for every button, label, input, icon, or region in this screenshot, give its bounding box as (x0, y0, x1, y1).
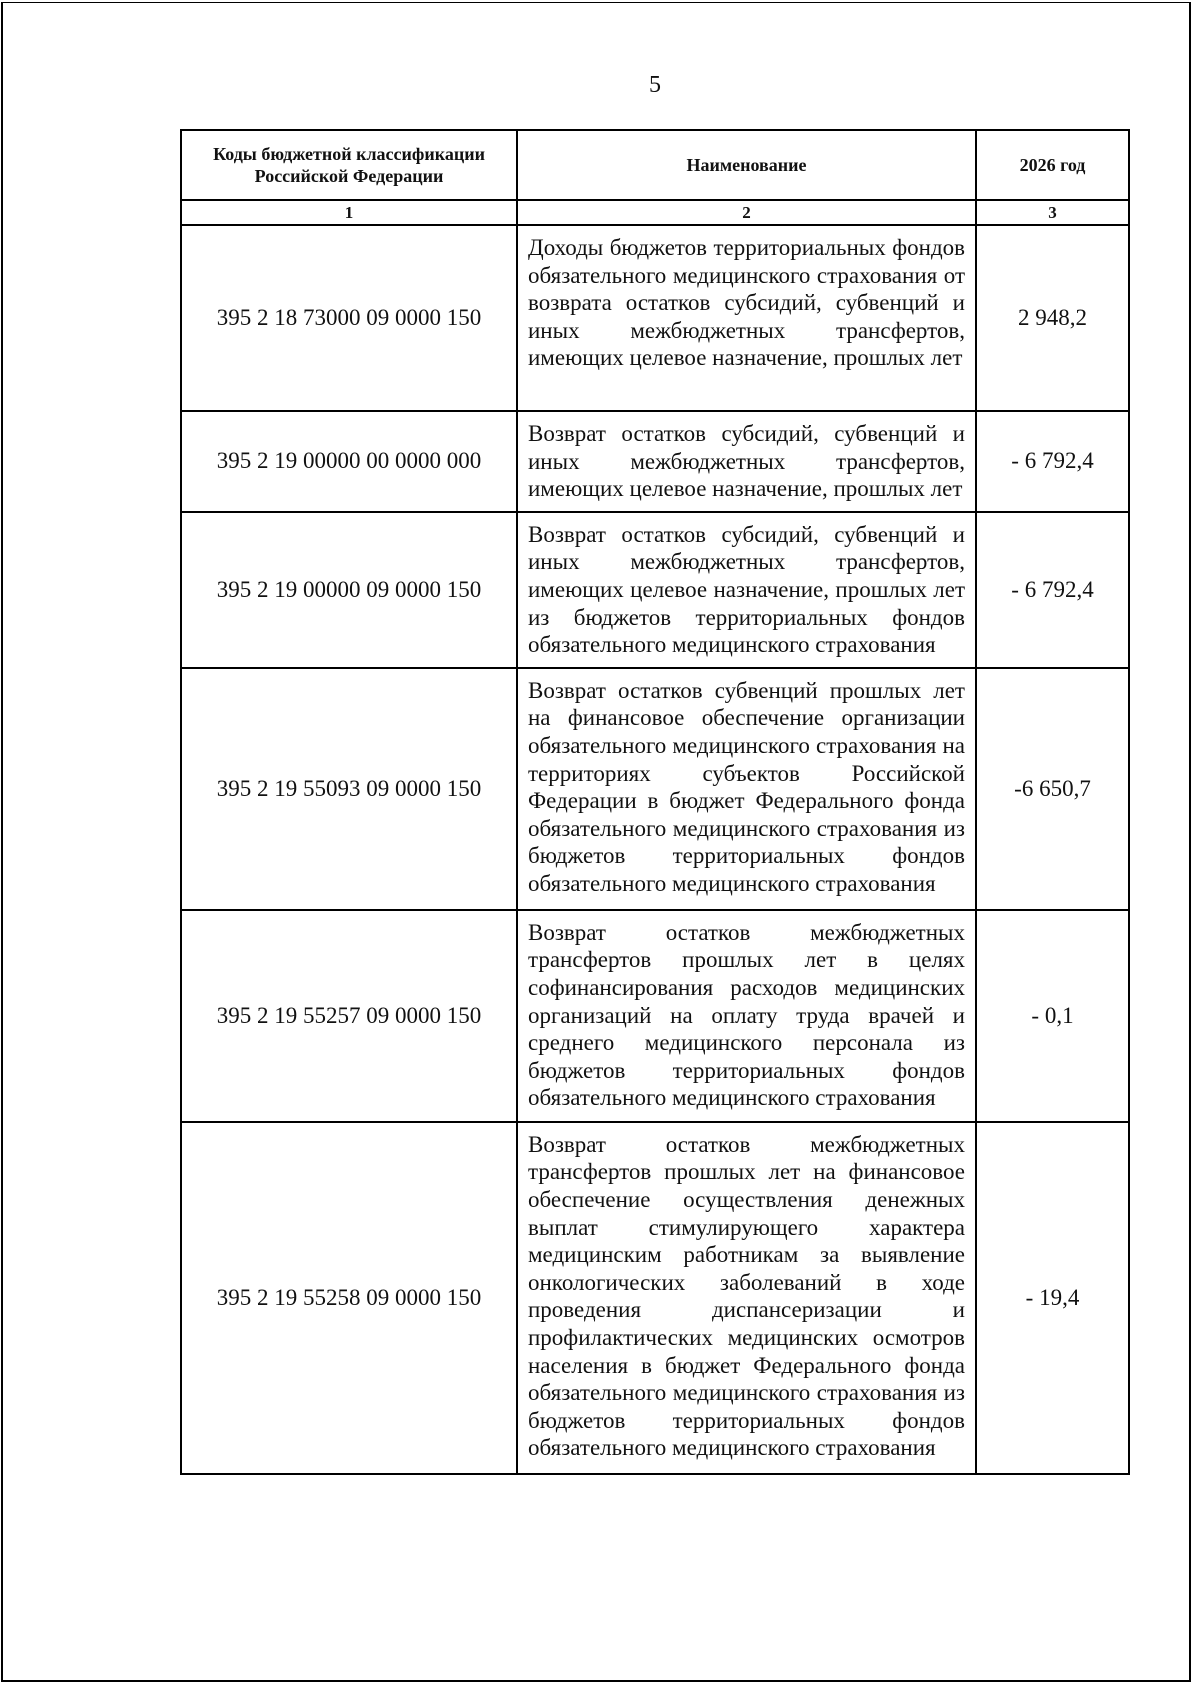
table-row (181, 225, 1129, 411)
budget-code: 395 2 18 73000 09 0000 150 (181, 225, 517, 411)
table-row (181, 512, 1129, 668)
column-number-row (181, 200, 1129, 225)
header-name: Наименование (517, 130, 976, 200)
item-name: Возврат остатков межбюджетных трансфертов прошлых лет в целях софинансирования расходов медицинских организаций на оплату труда врачей и среднего медицинского персонала из бюджетов территориальных фондов обязательного медицинского страхования (517, 910, 976, 1122)
table-row (181, 668, 1129, 910)
budget-code: 395 2 19 55093 09 0000 150 (181, 668, 517, 910)
table-row (181, 1122, 1129, 1474)
item-name: Возврат остатков субсидий, субвенций и иных межбюджетных трансфертов, имеющих целевое назначение, прошлых лет (517, 411, 976, 512)
table-row (181, 411, 1129, 512)
amount-value: - 19,4 (976, 1122, 1129, 1474)
header-code: Коды бюджетной классификации Российской Федерации (181, 130, 517, 200)
item-name: Возврат остатков межбюджетных трансфертов прошлых лет на финансовое обеспечение осуществления денежных выплат стимулирующего характера медицинским работникам за выявление онкологических заболеваний в ходе проведения диспансеризации и профилактических медицинских осмотров населения в бюджет Федерального фонда обязательного медицинского страхования из бюджетов территориальных фондов обязательного медицинского страхования (517, 1122, 976, 1474)
amount-value: - 0,1 (976, 910, 1129, 1122)
amount-value: - 6 792,4 (976, 512, 1129, 668)
page-number: 5 (649, 72, 661, 98)
table-row (181, 910, 1129, 1122)
item-name: Возврат остатков субвенций прошлых лет на финансовое обеспечение организации обязательного медицинского страхования на территориях субъектов Российской Федерации в бюджет Федерального фонда обязательного медицинского страхования из бюджетов территориальных фондов обязательного медицинского страхования (517, 668, 976, 910)
column-number: 3 (976, 200, 1129, 225)
header-year: 2026 год (976, 130, 1129, 200)
header-row (181, 130, 1129, 200)
item-name: Доходы бюджетов территориальных фондов обязательного медицинского страхования от возврата остатков субсидий, субвенций и иных межбюджетных трансфертов, имеющих целевое назначение, прошлых лет (517, 225, 976, 411)
budget-table (180, 129, 1130, 1475)
budget-code: 395 2 19 00000 09 0000 150 (181, 512, 517, 668)
amount-value: - 6 792,4 (976, 411, 1129, 512)
budget-code: 395 2 19 55257 09 0000 150 (181, 910, 517, 1122)
amount-value: 2 948,2 (976, 225, 1129, 411)
column-number: 1 (181, 200, 517, 225)
item-name: Возврат остатков субсидий, субвенций и иных межбюджетных трансфертов, имеющих целевое назначение, прошлых лет из бюджетов территориальных фондов обязательного медицинского страхования (517, 512, 976, 668)
budget-code: 395 2 19 00000 00 0000 000 (181, 411, 517, 512)
amount-value: -6 650,7 (976, 668, 1129, 910)
column-number: 2 (517, 200, 976, 225)
budget-code: 395 2 19 55258 09 0000 150 (181, 1122, 517, 1474)
